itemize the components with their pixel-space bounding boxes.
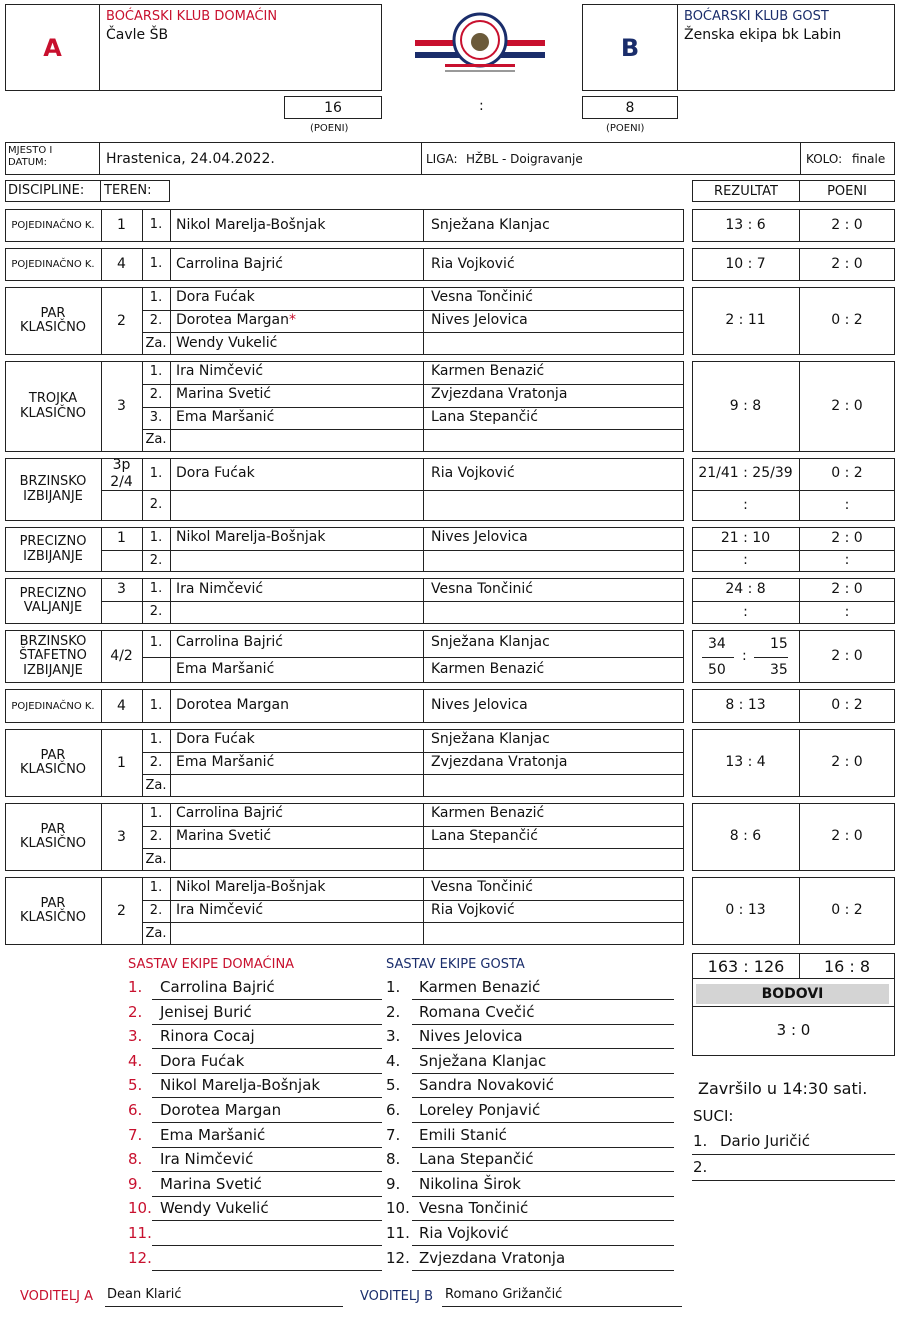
row-number: 1. <box>149 880 163 896</box>
away-player: Ria Vojković <box>431 902 515 918</box>
points-col-label: POENI <box>827 183 867 199</box>
home-roster-number: 7. <box>128 1125 143 1144</box>
total-score: 163 : 126 <box>707 956 785 976</box>
home-player-name: Ema Maršanić <box>176 660 275 677</box>
league-label: LIGA: <box>426 152 458 166</box>
leader-a-label: VODITELJ A <box>20 1289 93 1304</box>
away-club-label: BOĆARSKI KLUB GOST <box>684 9 829 24</box>
away-player: Lana Stepančić <box>431 408 538 425</box>
discipline-label: TROJKA KLASIČNO <box>19 391 87 421</box>
away-player: Karmen Benazić <box>431 363 545 380</box>
home-club-label: BOĆARSKI KLUB DOMAĆIN <box>106 9 278 24</box>
home-player <box>176 312 296 328</box>
match-points: 2 : 0 <box>831 255 863 272</box>
home-roster-player: Rinora Cocaj <box>160 1027 255 1046</box>
discipline-label: PRECIZNO VALJANJE <box>19 585 87 615</box>
relay-home-2: 50 <box>708 662 726 678</box>
finished-time: Završilo u 14:30 sati. <box>698 1079 868 1098</box>
home-player <box>176 634 283 650</box>
home-player-name: Carrolina Bajrić <box>176 255 283 272</box>
home-player-name: Dora Fućak <box>176 289 255 306</box>
result-label: REZULTAT <box>714 183 778 199</box>
leader-a-name: Dean Klarić <box>107 1287 182 1302</box>
points-header <box>799 180 895 202</box>
away-club-name: Ženska ekipa bk Labin <box>684 27 842 43</box>
league-value: HŽBL - Doigravanje <box>466 152 583 166</box>
total-points-box <box>799 953 895 979</box>
home-roster-number: 10. <box>128 1199 152 1218</box>
match-result: 21/41 : 25/39 <box>698 465 793 482</box>
home-player-name: Dorotea Margan <box>176 312 289 328</box>
home-roster-number: 3. <box>128 1027 143 1046</box>
match-points: 0 : 2 <box>831 902 863 919</box>
substitution-mark: * <box>289 312 296 328</box>
home-player <box>176 529 325 545</box>
home-player <box>176 902 263 918</box>
home-player <box>176 409 274 425</box>
total-score-box <box>692 953 800 979</box>
match-result: 8 : 6 <box>729 828 762 845</box>
bodovi-value: 3 : 0 <box>776 1021 811 1039</box>
home-player <box>176 805 283 821</box>
match-result-2: : <box>743 603 748 620</box>
relay-home-1: 34 <box>708 636 726 652</box>
away-roster-player: Zvjezdana Vratonja <box>419 1248 566 1267</box>
row-number: 2. <box>149 828 163 844</box>
home-roster-player: Dora Fućak <box>160 1051 245 1070</box>
home-player-name: Wendy Vukelić <box>176 334 278 351</box>
match-result: 0 : 13 <box>725 902 766 919</box>
home-player-name: Dorotea Margan <box>176 697 289 713</box>
court-number: 3 <box>117 828 126 845</box>
bodovi-label: BODOVI <box>761 986 824 1002</box>
court-number: 3 <box>117 398 126 415</box>
home-roster-number: 2. <box>128 1002 143 1021</box>
row-number: 2. <box>149 754 163 770</box>
match-points: 2 : 0 <box>831 647 863 664</box>
away-points-box <box>582 96 678 119</box>
home-roster-number: 4. <box>128 1051 143 1070</box>
row-number: 1. <box>149 364 163 380</box>
home-points: 16 <box>324 99 342 116</box>
judge-2-number: 2. <box>693 1158 708 1176</box>
away-player: Ria Vojković <box>431 255 515 272</box>
away-roster-number: 3. <box>386 1027 401 1046</box>
discipline-label: PAR KLASIČNO <box>19 747 87 777</box>
away-roster-player: Lana Stepančić <box>419 1150 534 1169</box>
away-roster-player: Nives Jelovica <box>419 1027 523 1046</box>
away-roster-player: Vesna Tončinić <box>419 1199 529 1218</box>
round-value: finale <box>852 152 886 166</box>
home-roster-player: Ema Maršanić <box>160 1125 266 1144</box>
away-player: Karmen Benazić <box>431 805 545 822</box>
away-player: Karmen Benazić <box>431 660 545 677</box>
home-player-name: Dora Fućak <box>176 464 255 481</box>
discipline-label: PAR KLASIČNO <box>19 895 87 925</box>
home-player <box>176 754 274 770</box>
home-player <box>176 697 289 713</box>
home-player-name: Ira Nimčević <box>176 580 264 597</box>
league-logo <box>415 6 545 76</box>
away-roster-number: 8. <box>386 1150 401 1169</box>
row-number: Za. <box>145 777 167 793</box>
leader-b-name: Romano Grižančić <box>445 1287 563 1302</box>
court-number: 1 <box>117 529 126 546</box>
home-player <box>176 386 271 402</box>
home-player-name: Nikol Marelja-Bošnjak <box>176 216 326 233</box>
match-result-2: : <box>743 496 748 513</box>
home-roster-player: Carrolina Bajrić <box>160 978 275 996</box>
place-label: MJESTO I DATUM: <box>8 145 53 168</box>
relay-away-2: 35 <box>770 662 788 678</box>
away-player: Snježana Klanjac <box>431 216 550 233</box>
away-player: Vesna Tončinić <box>431 580 533 597</box>
home-points-label: (POENI) <box>310 123 349 134</box>
away-player: Nives Jelovica <box>431 312 528 328</box>
match-points: 0 : 2 <box>831 465 863 482</box>
home-roster-player: Jenisej Burić <box>160 1002 252 1021</box>
match-result-2: : <box>743 552 748 569</box>
home-player <box>176 828 271 844</box>
league-logo-emblem <box>415 6 545 76</box>
away-roster-number: 1. <box>386 978 401 996</box>
row-number: 1. <box>149 217 163 233</box>
match-result: 24 : 8 <box>725 580 766 597</box>
row-number: 2. <box>149 497 163 513</box>
judge-1-number: 1. <box>693 1132 708 1150</box>
home-player-name: Nikol Marelja-Bošnjak <box>176 879 326 896</box>
match-points: 2 : 0 <box>831 580 863 597</box>
away-roster-player: Karmen Benazić <box>419 978 541 996</box>
away-roster-number: 7. <box>386 1125 401 1144</box>
court-number: 1 <box>117 217 126 234</box>
home-roster-number: 12. <box>128 1248 152 1267</box>
court-number: 3p 2/4 <box>110 456 133 490</box>
discipline-label: BRZINSKO IZBIJANJE <box>19 474 87 504</box>
away-roster-player: Romana Cvečić <box>419 1002 535 1021</box>
home-player <box>176 289 255 305</box>
place-value: Hrastenica, 24.04.2022. <box>106 151 275 167</box>
row-number: 1. <box>149 806 163 822</box>
away-player: Snježana Klanjac <box>431 634 550 651</box>
match-result: 21 : 10 <box>720 529 771 546</box>
row-number: 2. <box>149 552 163 568</box>
away-letter-box <box>582 4 678 91</box>
home-player <box>176 581 263 597</box>
match-result: 13 : 6 <box>725 216 766 233</box>
match-points-2: : <box>844 552 850 569</box>
row-number: 1. <box>149 581 163 597</box>
home-club-box <box>99 4 382 91</box>
discipline-label: POJEDINAČNO K. <box>11 220 95 231</box>
points-colon: : <box>479 98 484 114</box>
match-points: 2 : 0 <box>831 529 863 546</box>
away-club-box <box>677 4 895 91</box>
home-player <box>176 731 255 747</box>
discipline-label: POJEDINAČNO K. <box>11 259 95 270</box>
row-number: Za. <box>145 851 167 867</box>
away-player: Vesna Tončinić <box>431 879 533 896</box>
home-player <box>176 465 255 481</box>
row-number: 1. <box>149 465 163 481</box>
match-points: 2 : 0 <box>831 216 863 233</box>
away-roster-player: Snježana Klanjac <box>419 1051 547 1070</box>
court-number: 4 <box>117 697 126 714</box>
home-roster-number: 1. <box>128 978 143 996</box>
relay-away-1: 15 <box>770 636 788 652</box>
home-points-box <box>284 96 382 119</box>
home-roster-number: 6. <box>128 1101 143 1119</box>
away-roster-number: 12. <box>386 1248 410 1267</box>
discipline-label: BRZINSKO ŠTAFETNO IZBIJANJE <box>19 634 87 678</box>
away-roster-number: 2. <box>386 1002 401 1021</box>
bodovi-label-bg <box>696 984 889 1004</box>
away-player: Snježana Klanjac <box>431 731 550 748</box>
row-number: 3. <box>149 409 163 425</box>
home-roster-player: Ira Nimčević <box>160 1150 254 1169</box>
match-points: 2 : 0 <box>831 397 863 414</box>
match-points: 2 : 0 <box>831 828 863 845</box>
match-result: 8 : 13 <box>725 697 766 714</box>
away-player: Vesna Tončinić <box>431 289 533 306</box>
row-number <box>142 657 170 684</box>
judge-1-name: Dario Juričić <box>720 1132 810 1150</box>
discipline-label: PRECIZNO IZBIJANJE <box>19 534 87 564</box>
row-number: 1. <box>149 732 163 748</box>
home-roster-title: SASTAV EKIPE DOMAĆINA <box>128 957 295 972</box>
away-roster-number: 11. <box>386 1224 410 1242</box>
away-player: Nives Jelovica <box>431 697 528 713</box>
home-player-name: Ira Nimčević <box>176 363 264 380</box>
away-roster-title: SASTAV EKIPE GOSTA <box>386 957 525 972</box>
away-letter: B <box>620 33 640 62</box>
match-result: 9 : 8 <box>729 397 762 414</box>
home-player <box>176 879 325 895</box>
away-points-label: (POENI) <box>606 123 645 134</box>
home-player <box>176 256 283 272</box>
home-player-name: Ema Maršanić <box>176 754 275 770</box>
home-player <box>176 217 325 233</box>
discipline-label: POJEDINAČNO K. <box>11 700 95 712</box>
match-points: 2 : 0 <box>831 754 863 771</box>
total-points: 16 : 8 <box>823 956 871 976</box>
match-result: 10 : 7 <box>725 255 766 272</box>
match-result: 13 : 4 <box>725 754 766 771</box>
row-number: 1. <box>149 697 163 713</box>
away-player: Lana Stepančić <box>431 828 538 844</box>
home-roster-player: Nikol Marelja-Bošnjak <box>160 1076 321 1095</box>
home-player-name: Ema Maršanić <box>176 408 275 425</box>
home-player-name: Carrolina Bajrić <box>176 634 283 651</box>
away-roster-player: Emili Stanić <box>419 1125 507 1144</box>
home-roster-number: 5. <box>128 1076 143 1095</box>
away-player: Zvjezdana Vratonja <box>431 754 568 770</box>
home-club-name: Čavle ŠB <box>106 27 169 43</box>
away-points: 8 <box>625 99 635 116</box>
row-number: Za. <box>145 925 167 941</box>
away-roster-number: 5. <box>386 1076 401 1095</box>
home-roster-number: 9. <box>128 1174 143 1193</box>
away-roster-number: 10. <box>386 1199 410 1218</box>
court-number: 2 <box>117 312 126 329</box>
court-number: 4/2 <box>110 648 133 665</box>
row-number: Za. <box>145 432 167 448</box>
away-roster-number: 9. <box>386 1174 401 1193</box>
home-player-name: Marina Svetić <box>176 386 272 403</box>
away-roster-player: Sandra Novaković <box>419 1076 554 1095</box>
court-number: 3 <box>117 581 126 598</box>
court-number: 2 <box>117 902 126 919</box>
row-number: 2. <box>149 312 163 328</box>
result-header <box>692 180 800 202</box>
home-player-name: Dora Fućak <box>176 731 255 748</box>
court-label: TEREN: <box>104 183 152 198</box>
home-player-name: Marina Svetić <box>176 828 272 844</box>
away-roster-number: 4. <box>386 1051 401 1070</box>
away-roster-player: Nikolina Širok <box>419 1174 521 1193</box>
away-roster-number: 6. <box>386 1101 401 1119</box>
home-roster-player: Dorotea Margan <box>160 1101 282 1119</box>
row-number: Za. <box>145 335 167 351</box>
court-number: 4 <box>117 256 126 273</box>
row-number: 1. <box>149 530 163 546</box>
row-number: 2. <box>149 386 163 402</box>
row-number: 1. <box>149 635 163 651</box>
home-player <box>176 335 277 351</box>
home-player <box>176 661 274 677</box>
relay-separator: : <box>742 648 747 664</box>
home-player <box>176 363 263 379</box>
leader-b-label: VODITELJ B <box>360 1289 434 1304</box>
row-number: 1. <box>149 290 163 306</box>
away-player: Zvjezdana Vratonja <box>431 386 568 403</box>
discipline-label: PAR KLASIČNO <box>19 305 87 335</box>
away-roster-player: Loreley Ponjavić <box>419 1101 541 1119</box>
row-number: 2. <box>149 604 163 620</box>
match-points-2: : <box>844 496 850 513</box>
home-roster-player: Wendy Vukelić <box>160 1199 269 1218</box>
court-number: 1 <box>117 754 126 771</box>
away-player: Ria Vojković <box>431 464 515 481</box>
home-roster-player: Marina Svetić <box>160 1174 262 1193</box>
home-player-name: Ira Nimčević <box>176 902 264 918</box>
match-points: 0 : 2 <box>831 312 863 329</box>
home-letter-box <box>5 4 100 91</box>
match-points-2: : <box>844 603 850 620</box>
discipline-label: PAR KLASIČNO <box>19 821 87 851</box>
row-number: 1. <box>149 256 163 272</box>
home-player-name: Nikol Marelja-Bošnjak <box>176 529 326 546</box>
match-result: 2 : 11 <box>725 312 766 329</box>
home-roster-number: 11. <box>128 1224 152 1242</box>
home-roster-number: 8. <box>128 1150 143 1169</box>
away-roster-player: Ria Vojković <box>419 1224 509 1242</box>
row-number: 2. <box>149 902 163 918</box>
home-player-name: Carrolina Bajrić <box>176 805 283 822</box>
round-label: KOLO: <box>806 152 843 166</box>
match-points: 0 : 2 <box>831 697 863 714</box>
judges-label: SUCI: <box>693 1107 734 1125</box>
disciplines-label: DISCIPLINE: <box>8 183 85 198</box>
home-letter: A <box>43 33 62 62</box>
away-player: Nives Jelovica <box>431 529 528 546</box>
